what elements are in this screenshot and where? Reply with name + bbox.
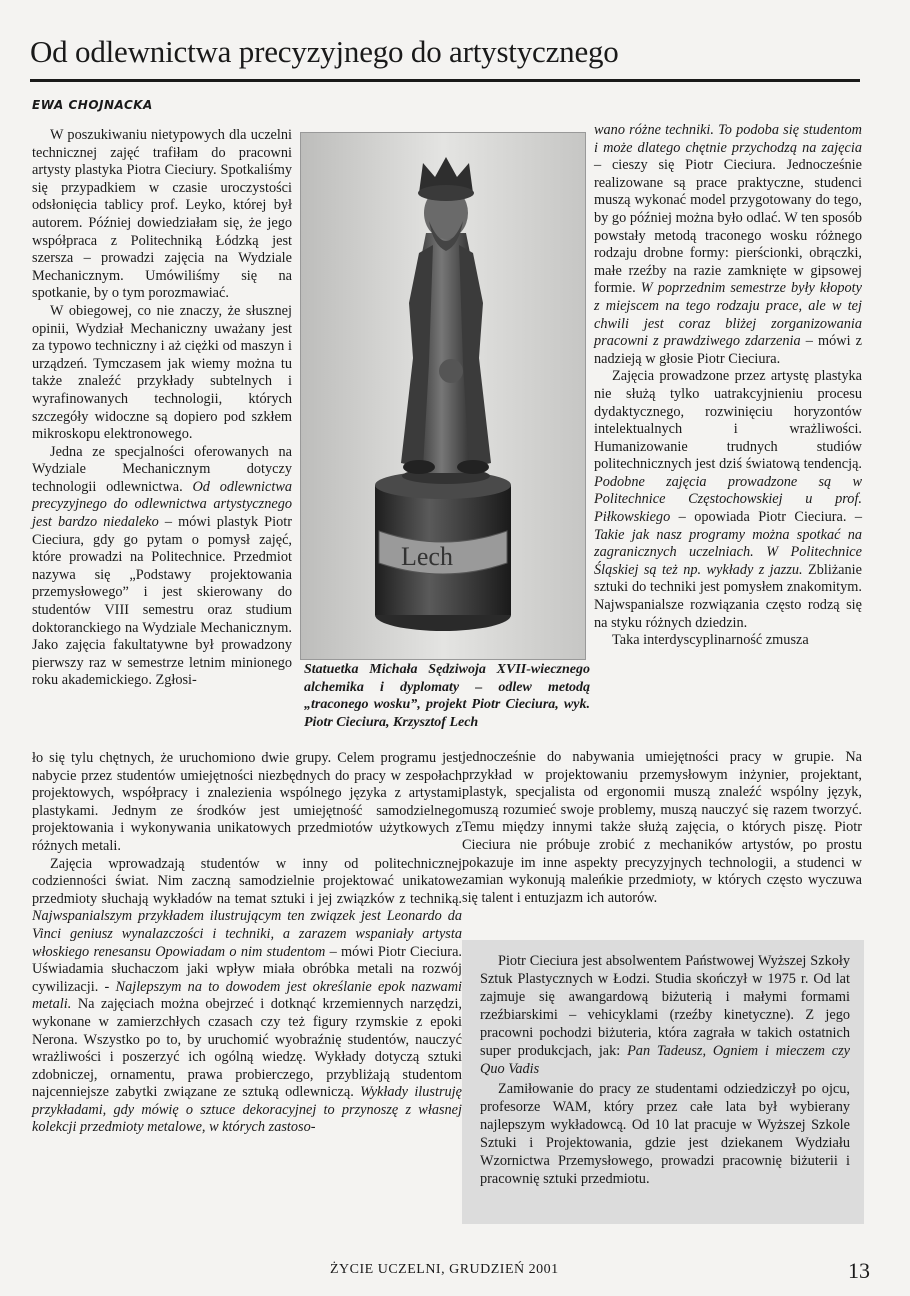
statuette-photo [300,132,586,660]
paragraph: Zajęcia wprowadzają studentów w inny od politechnicznej codzienności świat. Nim zaczną samodzielnie projektować unikatowe przedmioty słuchają wykładów na temat sztuki i jej związków z techniką. Najwspanialszym przykładem ilustrującym ten związek jest Leonardo da Vinci geniusz wynalazczości i techniki, a zarazem wspaniały artysta włoskiego renesansu Opowiadam o nim studentom – mówi Piotr Cieciura. Uświadamia słuchaczom jaki wpływ miała obróbka metali na rozwój cywilizacji. - Najlepszym na to dowodem jest określanie epok nazwami metali. Na zajęciach można obejrzeć i dotknąć krzemiennych narzędzi, wykonane w zamierzchłych czasach czy też figury rzymskie z epoki Nerona. Wszystko po to, by uruchomić wyobraźnię studentów, nauczyć wrażliwości i poszerzyć ich ogólną wiedzę. Wykłady dotyczą sztuki zdobniczej, ornamentu, prawa probierczego, przybliżają studentom najcenniejsze zabytki związane ze sztuką odlewniczą. Wykłady ilustruję przykładami, gdy mówię o sztuce dekoracyjnej to przynoszę z własnej kolekcji przedmioty metalowe, w których zastoso- [32,855,463,1136]
statuette-illustration [301,133,585,659]
page-number: 13 [848,1258,870,1283]
paragraph: ło się tylu chętnych, że uruchomiono dwie grupy. Celem programu jest nabycie przez studentów umiejętności niezbędnych do pracy w zespołach projektowych, współpracy i znalezienia wspólnego języka z artystami plastykami. Jednym ze środków jest umiejętność samodzielnego projektowania i wykonywania unikatowych przedmiotów użytkowych z różnych metali. [32,750,462,854]
publication-footer: ŻYCIE UCZELNI, GRUDZIEŃ 2001 [330,1262,559,1277]
paragraph: Jedna ze specjalności oferowanych na Wydziale Mechanicznym dotyczy technologii odlewnictwa. Od odlewnictwa precyzyjnego do odlewnictwa artystycznego jest bardzo niedaleko – mówi plastyk Piotr Cieciura, gdy go pytam o pomysł zajęć, które prowadzi na Politechnice. Przedmiot nazywa się „Podstawy projektowania przemysłowego” i jest skierowany do studentów VIII semestru oraz studium doktoranckiego na Wydziale Mechanicznym. Jako zajęcia fakultatywne był prowadzony pierwszy raz w semestrze letnim minionego roku akademickiego. Zgłosi- [32,443,292,689]
column-2-bottom [462,749,862,907]
bio-paragraph: Zamiłowanie do pracy ze studentami odziedziczył po ojcu, profesorze WAM, który przez całe lata był wybierany najlepszym wykładowcą. Od 10 lat pracuje w Wyższej Szkole Sztuki i Projektowania, gdzie jest dziekanem Wydziału Wzornictwa Przemysłowego, prowadzi pracownię biżuterii i pracownię sztuki przedmiotu. [480,1081,850,1187]
article-title: Od odlewnictwa precyzyjnego do artystycznego [30,34,619,69]
column-1 [32,127,292,690]
plaque-text: Lech [401,542,453,571]
paragraph: Zajęcia prowadzone przez artystę plastyka nie służą tylko uatrakcyjnieniu procesu dydaktycznego, rozwinięciu horyzontów intelektualnych i wrażliwości. Humanizowanie trudnych studiów politechnicznych jest dziś światową tendencją. Podobne zajęcia prowadzone są w Politechnice Częstochowskiej u prof. Piłkowskiego – opowiada Piotr Cieciura. – Takie jak nasz programy można spotkać na zagranicznych uczelniach. W Politechnice Śląskiej są też np. wykłady z jazzu. Zbliżanie sztuki do techniki jest pomysłem znakomitym. Najwspanialsze rozwiązania często rodzą się na styku różnych dziedzin. [594,368,862,631]
paragraph: jednocześnie do nabywania umiejętności pracy w grupie. Na przykład w projektowaniu przemysłowym inżynier, projektant, plastyk, specjalista od ergonomii muszą znaleźć wspólny język, muszą rozumieć swoje problemy, muszą nauczyć się razem tworzyć. Temu między innymi także służą zajęcia, o których piszę. Piotr Cieciura nie próbuje zrobić z mechaników artystów, po prostu pokazuje im inne aspekty precyzyjnych technologii, a studenci w zamian wykonują maleńkie przedmioty, w których często wyczuwa się talent i entuzjazm ich autorów. [462,749,862,906]
paragraph: wano różne techniki. To podoba się studentom i może dlatego chętnie przychodzą na zajęcia – cieszy się Piotr Cieciura. Jednocześnie realizowane są prace praktyczne, studenci muszą wykonać model przygotowany do tego, by go później można było odlać. W ten sposób powstały metodą traconego wosku różnego rodzaju drobne formy: pierścionki, obrączki, małe rzeźby na razie zamknięte w gipsowej formie. W poprzednim semestrze były kłopoty z miejscem na tego rodzaju prace, ale w tej chwili jest coraz bliżej zorganizowania pracowni z prawdziwego zdarzenia – mówi z nadzieją w głosie Piotr Cieciura. [594,122,862,367]
article-author: EWA CHOJNACKA [32,98,153,112]
author-bio-box [462,940,864,1224]
paragraph: W obiegowej, co nie znaczy, że słusznej opinii, Wydział Mechaniczny uważany jest za typowo techniczny i aż ciężki od maszyn i urządzeń. Tymczasem jak wiemy można tu także znaleźć przykłady subtelnych i wyrafinowanych technologii, których szczegóły widoczne są dopiero pod szkłem mikroskopu elektronowego. [32,302,292,443]
column-1-bottom [32,750,462,1137]
photo-caption: Statuetka Michała Sędziwoja XVII-wiecznego alchemika i dyplomaty – odlew metodą „traconego wosku”, projekt Piotr Cieciura, wyk. Piotr Cieciura, Krzysztof Lech [304,662,590,730]
paragraph: Taka interdyscyplinarność zmusza [612,632,809,649]
bio-paragraph: Piotr Cieciura jest absolwentem Państwowej Wyższej Szkoły Sztuk Plastycznych w Łodzi. Studia skończył w 1975 r. Od lat zajmuje się awangardową biżuterią i małymi formami rzeźbiarskimi – vehicyklami (rzeźby kinetyczne). Z jego pracowni pochodzi biżuteria, która zagrała w takich ostatnich super produkcjach, jak: Pan Tadeusz, Ogniem i mieczem czy Quo Vadis [480,953,850,1077]
title-rule [30,79,860,82]
column-3 [594,122,862,650]
paragraph: W poszukiwaniu nietypowych dla uczelni technicznej zajęć trafiłam do pracowni artysty plastyka Piotra Cieciury. Spotkaliśmy się przypadkiem w czasie uroczystości odsłonięcia tablicy prof. Leyko, której był autorem. Później dowiedziałam się, że jego współpraca z Politechniką Łódzką jest szersza – prowadzi zajęcia na Wydziale Mechanicznym. Umówiliśmy się na spotkanie, by o tym porozmawiać. [32,127,292,302]
